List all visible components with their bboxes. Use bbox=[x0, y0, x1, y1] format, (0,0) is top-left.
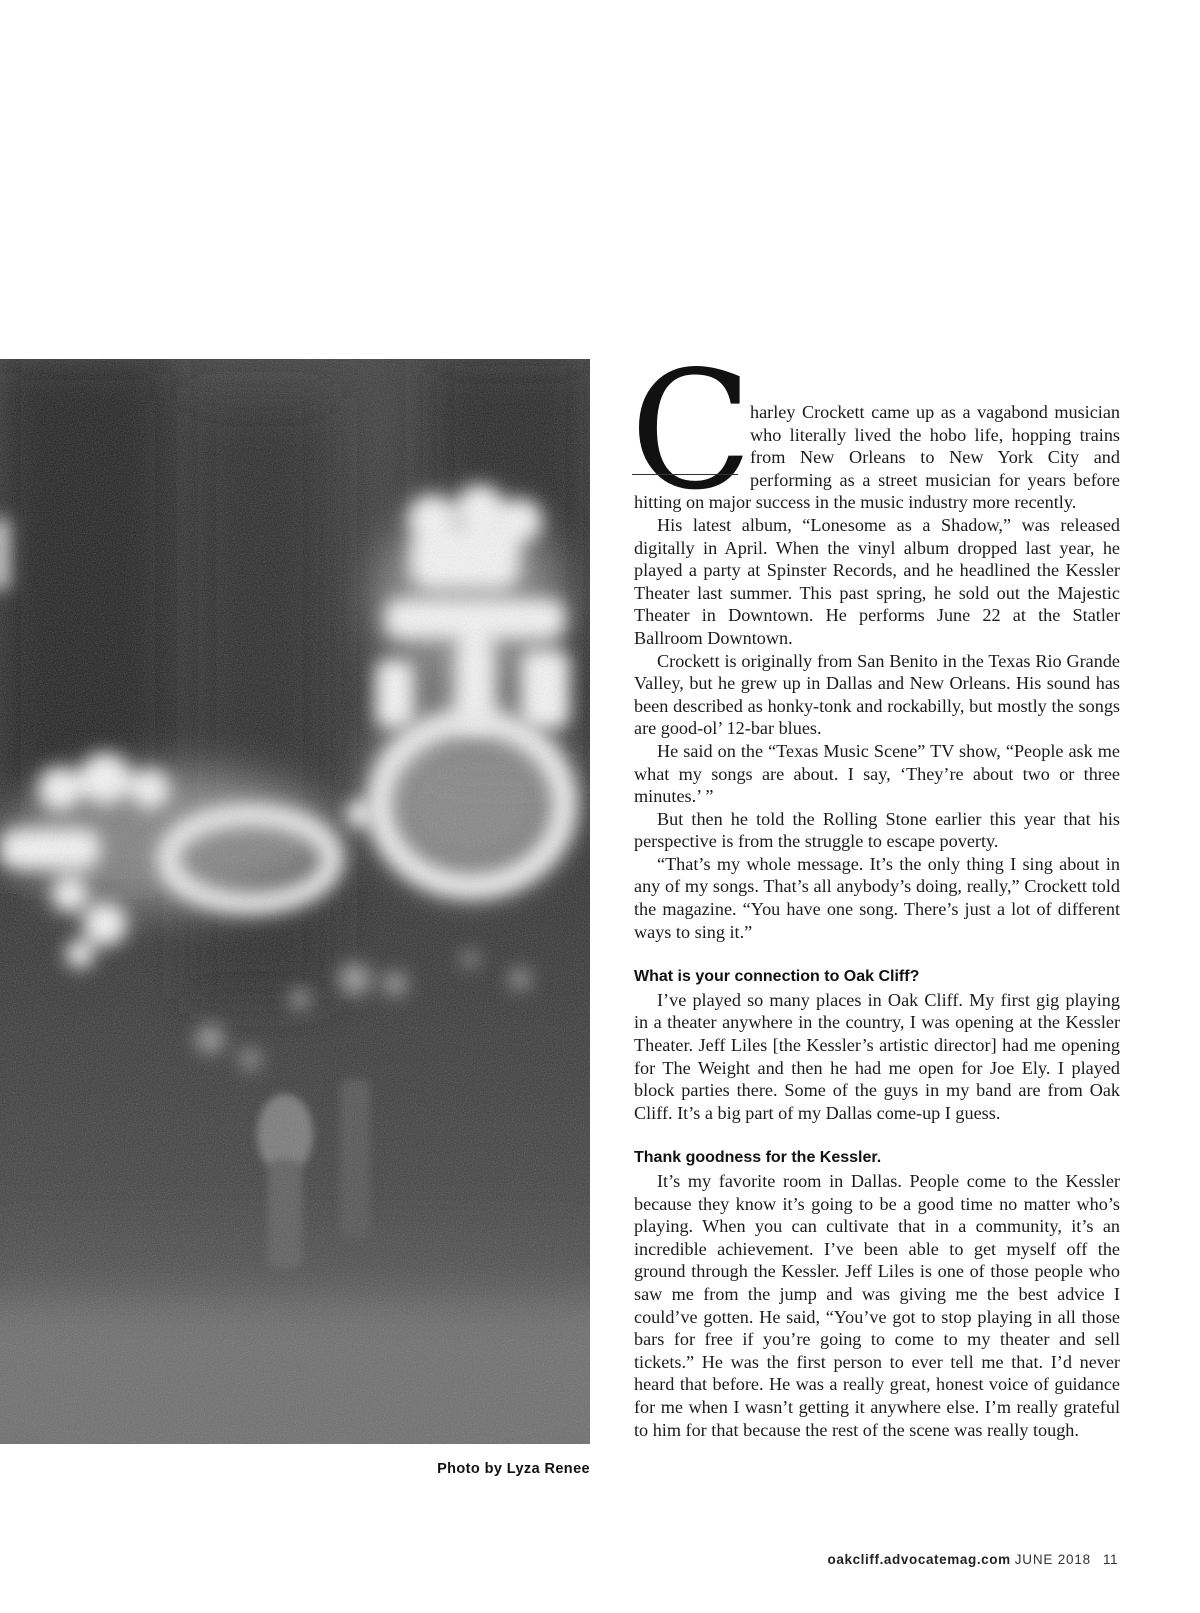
answer-paragraph: It’s my favorite room in Dallas. People come to the Kessler because they know it’s going to be a good time no matter who’s playing. When you can cultivate that in a community, it’s an incredible achievement. I’ve been able to get myself off the ground through the Kessler. Jeff Liles is one of those people who saw me from the jump and was giving me the best advice I could’ve gotten. He said, “You’ve got to stop playing in all those bars for free if you’re going to come to my theater and sell tickets.” He was the first person to ever tell me that. I’d never heard that before. He was a really great, honest voice of guidance for me when I wasn’t getting it anywhere else. I’m really grateful to him for that because the rest of the scene was really tough. bbox=[634, 1171, 1120, 1440]
footer-site-url: oakcliff.advocatemag.com bbox=[827, 1552, 1011, 1567]
body-paragraph: Crockett is originally from San Benito in the Texas Rio Grande Valley, but he grew up in Dallas and New Orleans. His sound has been described as honky-tonk and rockabilly, but mostly the songs are good-ol’ 12-bar blues. bbox=[634, 650, 1120, 739]
article-photo bbox=[0, 359, 590, 1444]
drop-cap bbox=[630, 335, 753, 526]
body-paragraph: He said on the “Texas Music Scene” TV show, “People ask me what my songs are about. I say, ‘They’re about two or three minutes.’ ” bbox=[634, 740, 1120, 807]
photo-credit: Photo by Lyza Renee bbox=[437, 1461, 590, 1477]
question-heading: What is your connection to Oak Cliff? bbox=[634, 968, 920, 986]
drop-cap-rule bbox=[632, 474, 738, 475]
article-body bbox=[630, 335, 1120, 1441]
footer-issue-date: JUNE 2018 bbox=[1014, 1552, 1091, 1567]
lead-paragraph-text: harley Crockett came up as a vagabond musician who literally lived the hobo life, hopping trains from New Orleans to New York City and performing as a street musician for years before hitting on major success in the music industry more recently. bbox=[634, 402, 1120, 513]
body-paragraph: His latest album, “Lonesome as a Shadow,” was released digitally in April. When the vinyl album dropped last year, he played a party at Spinster Records, and he headlined the Kessler Theater last summer. This past spring, he sold out the Majestic Theater in Downtown. He performs June 22 at the Statler Ballroom Downtown. bbox=[634, 514, 1120, 648]
body-paragraph: But then he told the Rolling Stone earlier this year that his perspective is from the struggle to escape poverty. bbox=[634, 808, 1120, 852]
lead-paragraph bbox=[630, 335, 1120, 526]
question-heading: Thank goodness for the Kessler. bbox=[634, 1149, 882, 1167]
page-footer bbox=[828, 1552, 1118, 1567]
photo-neon-sign-image bbox=[0, 359, 590, 1444]
drop-cap-letter: C bbox=[630, 335, 753, 526]
answer-paragraph: I’ve played so many places in Oak Cliff. My first gig playing in a theater anywhere in the country, I was opening at the Kessler Theater. Jeff Liles [the Kessler’s artistic director] had me opening for The Weight and then he had me open for Joe Ely. I played block parties there. Some of the guys in my band are from Oak Cliff. It’s a big part of my Dallas come-up I guess. bbox=[634, 989, 1120, 1123]
page-number: 11 bbox=[1102, 1552, 1118, 1567]
body-paragraph: “That’s my whole message. It’s the only thing I sing about in any of my songs. That’s all anybody’s doing, really,” Crockett told the magazine. “You have one song. There’s just a lot of different ways to sing it.” bbox=[634, 853, 1120, 942]
